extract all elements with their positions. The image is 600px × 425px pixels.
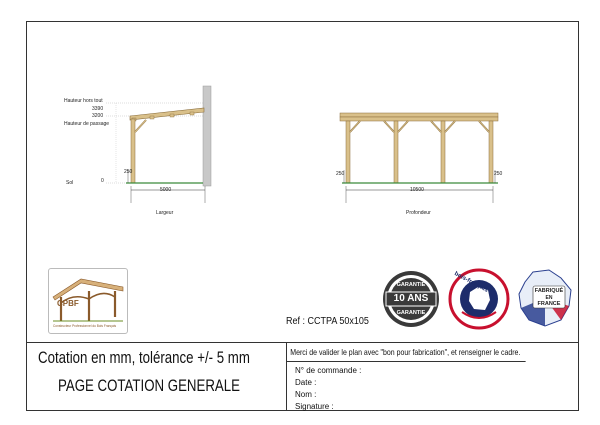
value-hauteur-passage: 3200 [92,113,104,119]
bois-francais-logo [448,268,510,330]
field-date[interactable]: Date : [295,378,317,387]
label-hauteur-hors-tout: Hauteur hors tout [64,98,103,104]
front-post-2 [394,121,398,183]
bois-francais-text: bois-français [453,271,489,294]
value-hauteur-hors-tout: 3390 [92,106,104,112]
label-sol: Sol [66,180,74,186]
validation-instructions: Merci de valider le plan avec "bon pour fabrication", et renseigner le cadre. [287,343,526,362]
garantie-main-text: 10 ANS [393,293,429,304]
front-post-1 [346,121,350,183]
side-width-label: Largeur [156,210,174,216]
cpbf-logo [48,268,128,334]
fabrique-line2: EN [545,295,553,301]
garantie-top-text: GARANTIE [396,282,426,288]
cpbf-title: CPBF [57,299,79,308]
field-order-number[interactable]: N° de commande : [295,366,362,375]
fabrique-en-france-logo [515,268,575,328]
garantie-bottom-text: GARANTIE [396,310,426,316]
footer-page-title: PAGE COTATION GENERALE [58,376,240,395]
reference-label: Ref : CCTPA 50x105 [286,316,369,327]
fabrique-line3: FRANCE [537,301,561,307]
front-braces [350,121,489,132]
front-depth-value: 10500 [410,187,424,193]
garantie-badge [382,270,440,328]
validation-table [286,342,579,411]
front-top-beam [340,113,498,117]
side-width-value: 5000 [160,187,172,193]
front-post-4 [489,121,493,183]
front-main-beam [340,117,498,121]
fabrique-line1: FABRIQUÉ [534,288,564,294]
front-depth-label: Profondeur [406,210,431,216]
front-post-height-left: 250 [336,171,345,177]
front-post-3 [441,121,445,183]
value-sol: 0 [101,178,104,184]
footer-tolerance: Cotation en mm, tolérance +/- 5 mm [38,348,250,367]
field-signature[interactable]: Signature : [295,402,334,411]
cpbf-subtitle: Constructeur Professionnel du Bois Français [53,324,117,328]
front-post-height-right: 250 [494,171,503,177]
side-post-height: 250 [124,169,133,175]
field-name[interactable]: Nom : [295,390,317,399]
label-hauteur-passage: Hauteur de passage [64,121,110,127]
